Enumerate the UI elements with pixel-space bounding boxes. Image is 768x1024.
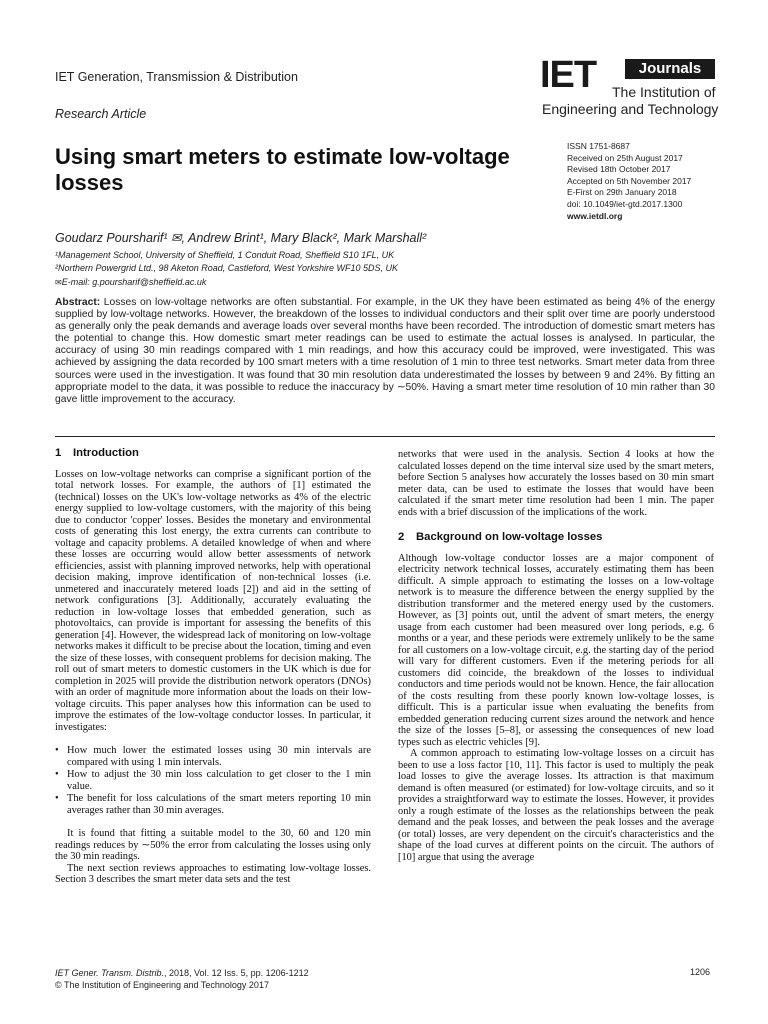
logo-mark: IET	[540, 54, 597, 96]
author-list: Goudarz Poursharif¹ ✉, Andrew Brint¹, Mary Black², Mark Marshall²	[55, 231, 427, 245]
section-1-number: 1	[55, 447, 62, 459]
bullet-list	[55, 745, 371, 816]
right-column	[398, 449, 714, 863]
article-type: Research Article	[55, 107, 147, 121]
efirst-date: E-First on 29th January 2018	[567, 187, 677, 198]
abstract	[55, 297, 715, 406]
article-metadata	[567, 141, 691, 222]
logo-line-1: The Institution of	[612, 84, 716, 100]
journal-url-link[interactable]: www.ietdl.org	[567, 210, 623, 221]
iet-journals-logo	[540, 56, 720, 122]
section-2-paragraph-1: Although low-voltage conductor losses are a major component of electricity network technical losses, accurately estimating them has been difficult. A simple approach to estimating the losses on a low-voltage network is to measure the difference between the energy supplied by the distribution transformer and the metered energy used by the customers. However, as [3] points out, until the advent of smart meters, the energy usage from each customer had been measured over long periods, e.g. 6 months or a year, and these periods were extremely unlikely to be the same for all customers on a low-voltage circuit, e.g. the starting day of the period will vary for different customers. Even if the metering periods for all customers did coincide, the breakdown of the losses to individual conductors and time periods would not be known. Hence, the fair allocation of the costs resulting from these poorly known low-voltage losses, is difficult. This is a particular issue when evaluating the benefits from embedded generation reducing current sizes around the network and hence the size of the losses [5–8], or assessing the consequences of new load types such as electric vehicles [9].	[398, 552, 714, 748]
section-2-paragraph-2: A common approach to estimating low-voltage losses on a circuit has been to use a loss factor [10, 11]. This factor is used to multiply the peak load losses to give the average losses. Its attraction is that maximum demand is often measured (or estimated) for low-voltage circuits, and so it provides a straightforward way to estimate the losses. However, it provides only a rough estimate of the losses as the relationships between the peak demand and the peak losses, and between the peak losses and the average (or total) losses, are very dependent on the circuit's characteristics and the shape of the load curves at different points on the circuit. The authors of [10] argue that using the average	[398, 748, 714, 863]
logo-badge: Journals	[625, 59, 715, 79]
bullet-item: • How much lower the estimated losses using 30 min intervals are compared with using 1 min intervals.	[55, 745, 371, 768]
footer-citation	[55, 967, 309, 991]
footer-copyright: © The Institution of Engineering and Technology 2017	[55, 980, 269, 990]
section-1-paragraph-1: Losses on low-voltage networks can comprise a significant portion of the total network losses. For example, the authors of [1] estimated the (technical) losses on the UK's low-voltage networks as 4% of the electric energy supplied to low-voltage customers, with the majority of this being due to conductor 'copper' losses. Besides the monetary and environmental costs of generating this lost energy, the extra currents can contribute to voltage and capacity problems. A detailed knowledge of when and where these losses are occurring would allow better assessments of network efficiencies, assist with planning improved networks, help with operational decision making, improve identification of non-technical losses (i.e. unmetered and inaccurately metered loads [2]) and aid in the setting of network configurations [3]. Additionally, accurately evaluating the reduction in low-voltage losses that embedded generation, such as photovoltaics, can provide is important for assessing the benefits of this generation [4]. However, the widespread lack of monitoring on low-voltage networks makes it difficult to be precise about the location, timing and even the size of these losses, with consequent problems for decision making. The roll out of smart meters to domestic customers in the UK which is due for completion in 2025 will provide the distribution network operators (DNOs) with an order of magnitude more information about the loads on their low-voltage circuits. This paper analyses how this information can be used to improve the estimates of the low-voltage conductor losses. In particular, it investigates:	[55, 468, 371, 733]
footer-volume-info: , 2018, Vol. 12 Iss. 5, pp. 1206-1212	[164, 968, 309, 978]
corresponding-email	[55, 277, 206, 287]
journal-name: IET Generation, Transmission & Distribution	[55, 70, 298, 84]
article-title: Using smart meters to estimate low-voltage losses	[55, 144, 510, 195]
envelope-icon: ✉	[55, 278, 62, 287]
revised-date: Revised 18th October 2017	[567, 164, 671, 175]
section-1-paragraph-3: The next section reviews approaches to estimating low-voltage losses. Section 3 describes the smart meter data sets and the test	[55, 862, 371, 885]
section-1-title: Introduction	[73, 447, 139, 459]
section-1-heading	[55, 448, 371, 460]
section-divider	[55, 436, 715, 437]
issn: ISSN 1751-8687	[567, 141, 630, 151]
received-date: Received on 25th August 2017	[567, 152, 683, 163]
footer-journal-abbrev: IET Gener. Transm. Distrib.	[55, 968, 165, 978]
doi: doi: 10.1049/iet-gtd.2017.1300	[567, 198, 683, 209]
section-1-paragraph-2: It is found that fitting a suitable model to the 30, 60 and 120 min readings reduces by ∼50% the error from calculating the losses using only the 30 min readings.	[55, 828, 371, 862]
abstract-label: Abstract:	[55, 297, 101, 308]
affiliation-2: ²Northern Powergrid Ltd., 98 Aketon Road, Castleford, West Yorkshire WF10 5DS, UK	[55, 263, 398, 273]
email-text[interactable]: E-mail: g.poursharif@sheffield.ac.uk	[61, 277, 207, 287]
accepted-date: Accepted on 5th November 2017	[567, 175, 692, 186]
bullet-item: • How to adjust the 30 min loss calculation to get closer to the 1 min value.	[55, 769, 371, 792]
bullet-item: • The benefit for loss calculations of the smart meters reporting 10 min averages rather than 30 min averages.	[55, 793, 371, 816]
section-2-heading	[398, 532, 714, 544]
section-2-title: Background on low-voltage losses	[416, 531, 603, 543]
affiliation-1: ¹Management School, University of Sheffield, 1 Conduit Road, Sheffield S10 1FL, UK	[55, 250, 395, 260]
section-1-paragraph-3-continued: networks that were used in the analysis. Section 4 looks at how the calculated losses depend on the time interval size used by the smart meters, before Section 5 analyses how accurately the losses based on 30 min smart meter data, can be used to estimate the losses that would have been calculated if the smart meter time resolution had been 1 min. The paper ends with a brief discussion of the implications of the work.	[398, 449, 714, 518]
abstract-text: Losses on low-voltage networks are often substantial. For example, in the UK they have been estimated as being 4% of the energy supplied by low-voltage networks. However, the breakdown of the losses to individual conductors and their split over time are poorly understood as generally only the peak demands and average loads over several months have been recorded. The introduction of domestic smart meters has the potential to change this. How domestic smart meter readings can be used to estimate the actual losses is analysed. In particular, the accuracy of using 30 min readings compared with 1 min readings, and how this accuracy could be improved, were investigated. This was achieved by assigning the data recorded by 100 smart meters with a time resolution of 1 min to three test networks. Smart meter data from three sources were used in the investigation. It was found that 30 min resolution data underestimated the losses by between 9 and 24%. By fitting an appropriate model to the data, it was possible to reduce the inaccuracy by ∼50%. Having a smart meter time resolution of 10 min rather than 30 gave little improvement to the accuracy.	[55, 297, 715, 405]
page-number: 1206	[690, 967, 711, 977]
left-column	[55, 448, 371, 886]
section-2-number: 2	[398, 531, 405, 543]
logo-line-2: Engineering and Technology	[542, 101, 719, 117]
